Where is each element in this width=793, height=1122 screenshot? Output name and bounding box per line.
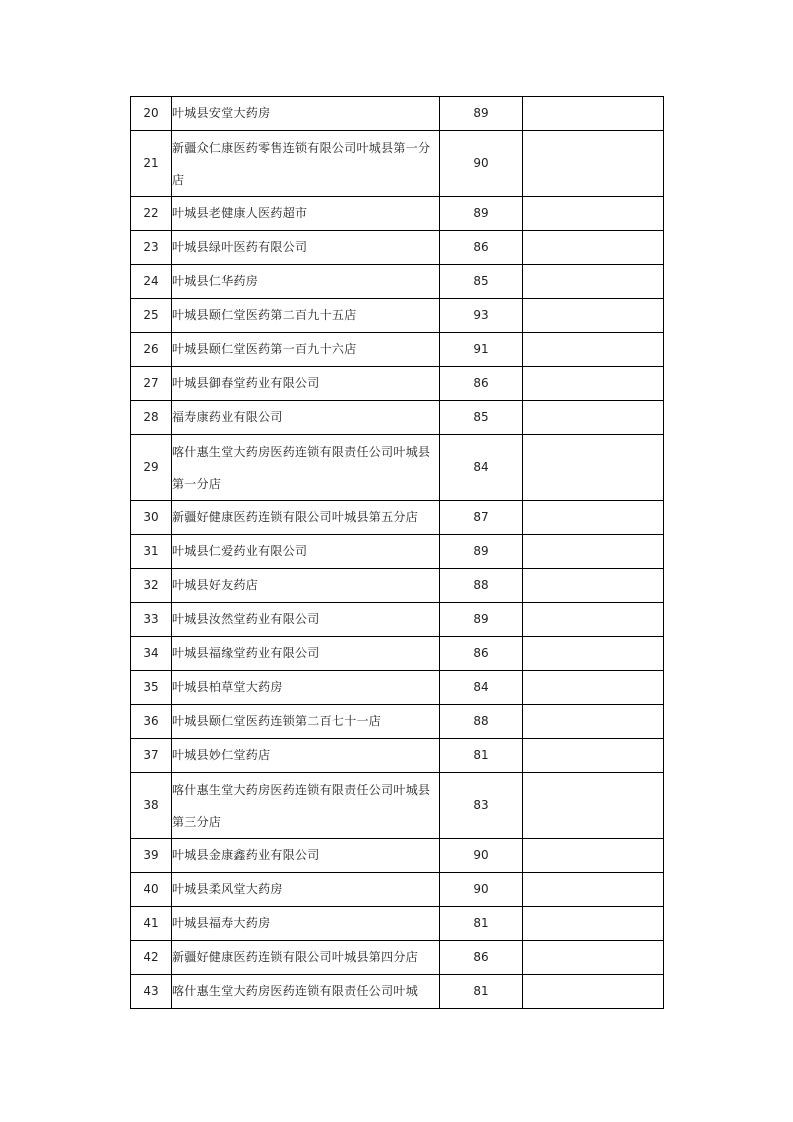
row-number: 21 xyxy=(131,131,172,197)
note-cell xyxy=(523,535,664,569)
row-number: 33 xyxy=(131,603,172,637)
row-number: 28 xyxy=(131,401,172,435)
score: 90 xyxy=(440,131,523,197)
note-cell xyxy=(523,265,664,299)
table-row xyxy=(131,637,664,671)
score: 88 xyxy=(440,569,523,603)
score: 89 xyxy=(440,535,523,569)
note-cell xyxy=(523,569,664,603)
store-name: 叶城县安堂大药房 xyxy=(172,97,440,131)
note-cell xyxy=(523,401,664,435)
note-cell xyxy=(523,907,664,941)
score: 89 xyxy=(440,603,523,637)
store-name: 叶城县颐仁堂医药连锁第二百七十一店 xyxy=(172,705,440,739)
table-row xyxy=(131,367,664,401)
store-name: 叶城县颐仁堂医药第二百九十五店 xyxy=(172,299,440,333)
store-name: 叶城县福缘堂药业有限公司 xyxy=(172,637,440,671)
note-cell xyxy=(523,197,664,231)
table-row xyxy=(131,569,664,603)
row-number: 30 xyxy=(131,501,172,535)
row-number: 40 xyxy=(131,873,172,907)
store-name: 叶城县汝然堂药业有限公司 xyxy=(172,603,440,637)
table-row xyxy=(131,435,664,501)
table-row xyxy=(131,501,664,535)
row-number: 39 xyxy=(131,839,172,873)
table-row xyxy=(131,773,664,839)
row-number: 23 xyxy=(131,231,172,265)
note-cell xyxy=(523,637,664,671)
row-number: 20 xyxy=(131,97,172,131)
table-body xyxy=(131,97,664,1009)
row-number: 42 xyxy=(131,941,172,975)
table-row xyxy=(131,705,664,739)
note-cell xyxy=(523,299,664,333)
table-row xyxy=(131,839,664,873)
row-number: 34 xyxy=(131,637,172,671)
store-name: 叶城县老健康人医药超市 xyxy=(172,197,440,231)
store-name: 叶城县福寿大药房 xyxy=(172,907,440,941)
score: 81 xyxy=(440,739,523,773)
score: 83 xyxy=(440,773,523,839)
note-cell xyxy=(523,367,664,401)
row-number: 43 xyxy=(131,975,172,1009)
score: 91 xyxy=(440,333,523,367)
score: 88 xyxy=(440,705,523,739)
score: 86 xyxy=(440,231,523,265)
score: 85 xyxy=(440,265,523,299)
score: 81 xyxy=(440,975,523,1009)
score: 84 xyxy=(440,671,523,705)
note-cell xyxy=(523,941,664,975)
note-cell xyxy=(523,975,664,1009)
store-name: 叶城县颐仁堂医药第一百九十六店 xyxy=(172,333,440,367)
score: 86 xyxy=(440,637,523,671)
table-row xyxy=(131,671,664,705)
pharmacy-score-table xyxy=(130,96,664,1009)
note-cell xyxy=(523,773,664,839)
store-name: 叶城县御春堂药业有限公司 xyxy=(172,367,440,401)
score: 84 xyxy=(440,435,523,501)
score: 86 xyxy=(440,941,523,975)
store-name: 新疆众仁康医药零售连锁有限公司叶城县第一分店 xyxy=(172,131,440,197)
score: 89 xyxy=(440,197,523,231)
store-name: 叶城县绿叶医药有限公司 xyxy=(172,231,440,265)
score: 87 xyxy=(440,501,523,535)
score: 89 xyxy=(440,97,523,131)
score: 93 xyxy=(440,299,523,333)
store-name: 新疆好健康医药连锁有限公司叶城县第四分店 xyxy=(172,941,440,975)
row-number: 37 xyxy=(131,739,172,773)
row-number: 32 xyxy=(131,569,172,603)
table-row xyxy=(131,265,664,299)
score: 90 xyxy=(440,873,523,907)
note-cell xyxy=(523,435,664,501)
note-cell xyxy=(523,873,664,907)
row-number: 25 xyxy=(131,299,172,333)
store-name: 叶城县好友药店 xyxy=(172,569,440,603)
store-name: 叶城县柔风堂大药房 xyxy=(172,873,440,907)
note-cell xyxy=(523,705,664,739)
note-cell xyxy=(523,333,664,367)
row-number: 35 xyxy=(131,671,172,705)
table-row xyxy=(131,975,664,1009)
row-number: 26 xyxy=(131,333,172,367)
note-cell xyxy=(523,501,664,535)
table-row xyxy=(131,907,664,941)
table-row xyxy=(131,535,664,569)
note-cell xyxy=(523,739,664,773)
score: 85 xyxy=(440,401,523,435)
note-cell xyxy=(523,97,664,131)
table-row xyxy=(131,603,664,637)
row-number: 22 xyxy=(131,197,172,231)
table-row xyxy=(131,131,664,197)
store-name: 福寿康药业有限公司 xyxy=(172,401,440,435)
store-name: 叶城县金康鑫药业有限公司 xyxy=(172,839,440,873)
store-name: 喀什惠生堂大药房医药连锁有限责任公司叶城县第三分店 xyxy=(172,773,440,839)
table-row xyxy=(131,873,664,907)
row-number: 29 xyxy=(131,435,172,501)
row-number: 31 xyxy=(131,535,172,569)
table-row xyxy=(131,231,664,265)
note-cell xyxy=(523,231,664,265)
table-row xyxy=(131,941,664,975)
table-row xyxy=(131,333,664,367)
score: 81 xyxy=(440,907,523,941)
row-number: 41 xyxy=(131,907,172,941)
table-row xyxy=(131,97,664,131)
note-cell xyxy=(523,603,664,637)
score: 86 xyxy=(440,367,523,401)
store-name: 喀什惠生堂大药房医药连锁有限责任公司叶城县第一分店 xyxy=(172,435,440,501)
row-number: 36 xyxy=(131,705,172,739)
store-name: 叶城县柏草堂大药房 xyxy=(172,671,440,705)
table-row xyxy=(131,401,664,435)
store-name: 叶城县妙仁堂药店 xyxy=(172,739,440,773)
row-number: 27 xyxy=(131,367,172,401)
note-cell xyxy=(523,131,664,197)
table-row xyxy=(131,197,664,231)
table-row xyxy=(131,739,664,773)
store-name: 新疆好健康医药连锁有限公司叶城县第五分店 xyxy=(172,501,440,535)
note-cell xyxy=(523,839,664,873)
score: 90 xyxy=(440,839,523,873)
row-number: 24 xyxy=(131,265,172,299)
table-row xyxy=(131,299,664,333)
store-name: 喀什惠生堂大药房医药连锁有限责任公司叶城 xyxy=(172,975,440,1009)
note-cell xyxy=(523,671,664,705)
row-number: 38 xyxy=(131,773,172,839)
store-name: 叶城县仁华药房 xyxy=(172,265,440,299)
store-name: 叶城县仁爱药业有限公司 xyxy=(172,535,440,569)
